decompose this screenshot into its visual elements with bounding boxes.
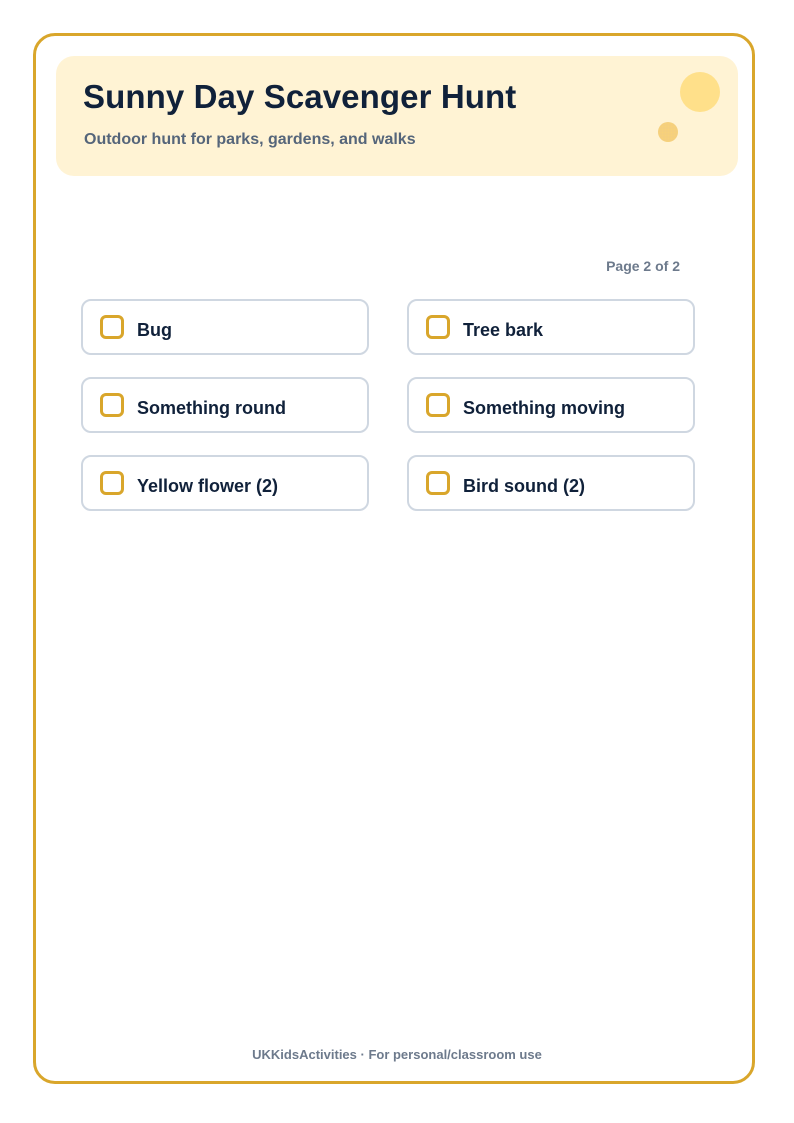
- small-sun-decoration-icon: [658, 122, 678, 142]
- checklist-item-label: Yellow flower (2): [137, 476, 279, 496]
- checklist-item[interactable]: [407, 377, 695, 433]
- page-indicator: Page 2 of 2: [606, 258, 680, 274]
- checklist-grid: [81, 299, 695, 511]
- page-title: Sunny Day Scavenger Hunt: [83, 78, 517, 115]
- checklist-item[interactable]: [81, 455, 369, 511]
- checklist-item-label: Something moving: [463, 398, 625, 418]
- checklist-item-label: Something round: [137, 398, 286, 418]
- checklist-item[interactable]: [81, 377, 369, 433]
- footer-note: UKKidsActivities · For personal/classroom use: [252, 1047, 542, 1062]
- checkbox[interactable]: [426, 315, 450, 339]
- checkbox[interactable]: [100, 393, 124, 417]
- checklist-item-label: Tree bark: [463, 320, 544, 340]
- checklist-item[interactable]: [407, 455, 695, 511]
- checkbox[interactable]: [426, 393, 450, 417]
- checklist-item-label: Bug: [137, 320, 172, 340]
- checkbox[interactable]: [426, 471, 450, 495]
- checklist-item-label: Bird sound (2): [463, 476, 585, 496]
- page-subtitle: Outdoor hunt for parks, gardens, and walks: [84, 131, 416, 148]
- header-banner: [56, 56, 738, 176]
- checkbox[interactable]: [100, 471, 124, 495]
- page-frame: [33, 33, 755, 1084]
- checkbox[interactable]: [100, 315, 124, 339]
- checklist-item[interactable]: [81, 299, 369, 355]
- sun-decoration-icon: [680, 72, 720, 112]
- checklist-item[interactable]: [407, 299, 695, 355]
